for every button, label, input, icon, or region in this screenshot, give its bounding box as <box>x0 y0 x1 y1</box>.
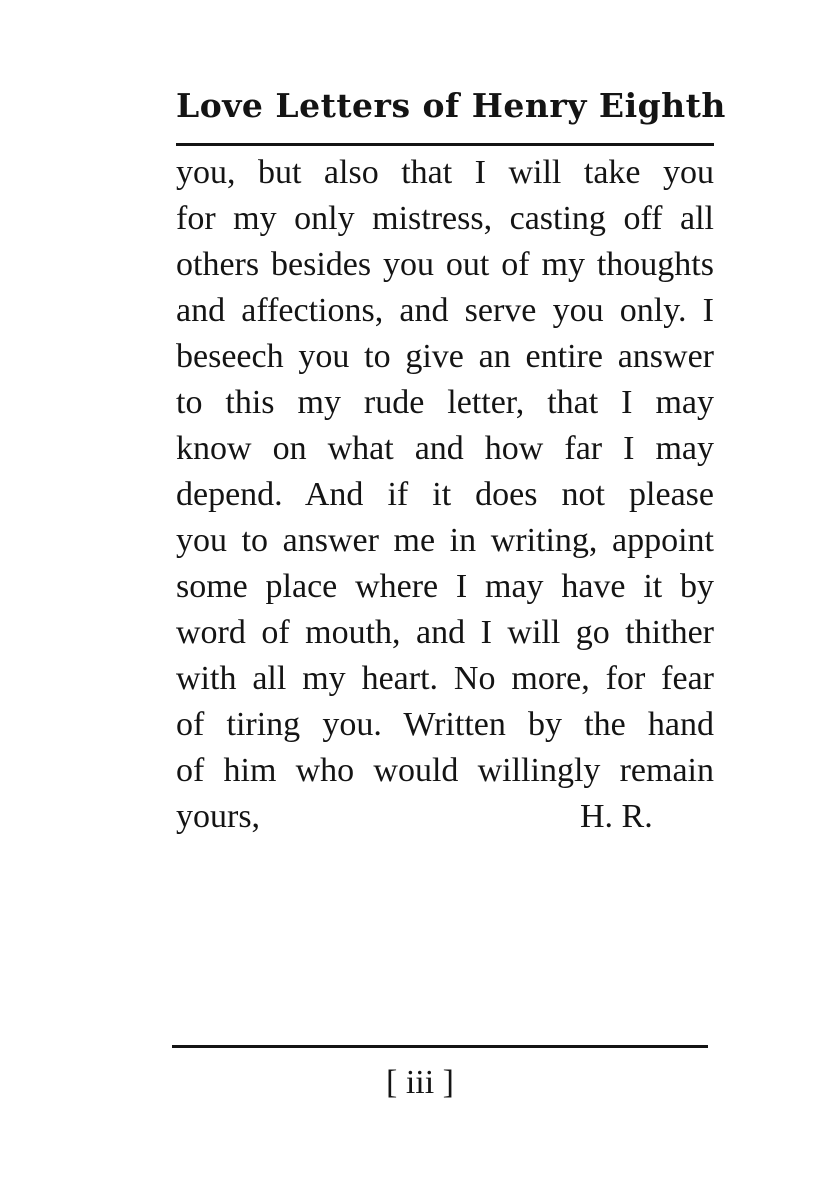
closing-word: yours, <box>176 798 261 835</box>
text-line: you, but also that I will take you <box>176 154 714 191</box>
text-line: of him who would willingly remain <box>176 752 714 789</box>
text-line: for my only mistress, casting off all <box>176 200 714 237</box>
text-line: know on what and how far I may <box>176 430 714 467</box>
footer-rule <box>172 1045 708 1048</box>
running-head: Love Letters of Henry Eighth <box>176 86 726 125</box>
text-line: depend. And if it does not please <box>176 476 714 513</box>
signature: H. R. <box>580 798 653 835</box>
text-line: beseech you to give an entire answer <box>176 338 714 375</box>
text-line: word of mouth, and I will go thither <box>176 614 714 651</box>
text-line: others besides you out of my thoughts <box>176 246 714 283</box>
closing-line <box>176 794 714 840</box>
letter-body <box>176 150 714 840</box>
text-line: with all my heart. No more, for fear <box>176 660 714 697</box>
page-number: [ iii ] <box>386 1064 454 1101</box>
text-line: and affections, and serve you only. I <box>176 292 714 329</box>
text-line: of tiring you. Written by the hand <box>176 706 714 743</box>
header-rule <box>176 143 714 146</box>
text-line: to this my rude letter, that I may <box>176 384 714 421</box>
text-line: you to answer me in writing, appoint <box>176 522 714 559</box>
text-line: some place where I may have it by <box>176 568 714 605</box>
